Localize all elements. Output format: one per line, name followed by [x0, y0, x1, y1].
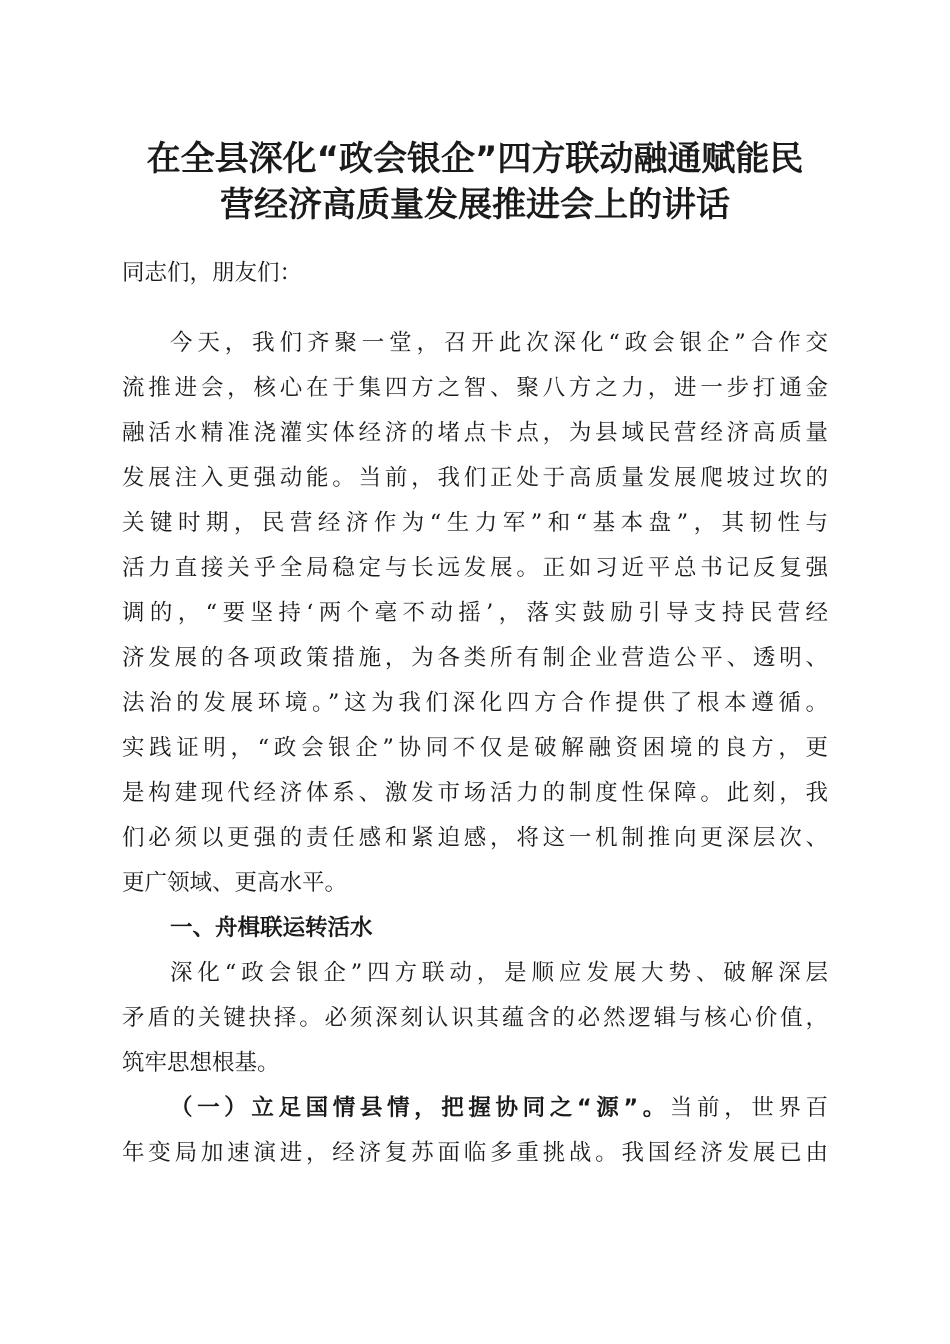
paragraph-line: 活力直接关乎全局稳定与长远发展。正如习近平总书记反复强	[122, 555, 828, 581]
document-title-line-1: 在全县深化“政会银企”四方联动融通赋能民	[146, 139, 804, 179]
subsection-first-line	[170, 1093, 828, 1123]
paragraph-line: 是构建现代经济体系、激发市场活力的制度性保障。此刻，我	[122, 780, 828, 806]
paragraph-line: 调的，“要坚持‘两个毫不动摇’，落实鼓励引导支持民营经	[122, 600, 828, 626]
paragraph-line: 发展注入更强动能。当前，我们正处于高质量发展爬坡过坎的	[122, 465, 828, 491]
paragraph-line: 筑牢思想根基。	[122, 1050, 280, 1076]
paragraph-line: 深化“政会银企”四方联动，是顺应发展大势、破解深层	[170, 960, 828, 986]
document-title-line-2: 营经济高质量发展推进会上的讲话	[220, 185, 730, 225]
subsection-lead: （一）立足国情县情，把握协同之“源”。	[170, 1095, 670, 1121]
paragraph-line: 融活水精准浇灌实体经济的堵点卡点，为县域民营经济高质量	[122, 420, 828, 446]
paragraph-line: 济发展的各项政策措施，为各类所有制企业营造公平、透明、	[122, 645, 828, 671]
paragraph-line: 年变局加速演进，经济复苏面临多重挑战。我国经济发展已由	[122, 1140, 828, 1166]
paragraph-line: 更广领域、更高水平。	[122, 870, 348, 896]
paragraph-line: 实践证明，“政会银企”协同不仅是破解融资困境的良方，更	[122, 735, 828, 761]
paragraph-line: 矛盾的关键抉择。必须深刻认识其蕴含的必然逻辑与核心价值，	[122, 1005, 828, 1031]
paragraph-line: 们必须以更强的责任感和紧迫感，将这一机制推向更深层次、	[122, 825, 828, 851]
subsection-lead-rest: 当前，世界百	[669, 1095, 828, 1121]
paragraph-line: 今天，我们齐聚一堂，召开此次深化“政会银企”合作交	[170, 330, 828, 356]
section-heading: 一、舟楫联运转活水	[170, 915, 373, 941]
salutation: 同志们，朋友们：	[122, 260, 303, 286]
paragraph-line: 关键时期，民营经济作为“生力军”和“基本盘”，其韧性与	[122, 510, 828, 536]
paragraph-line: 流推进会，核心在于集四方之智、聚八方之力，进一步打通金	[122, 375, 828, 401]
paragraph-line: 法治的发展环境。”这为我们深化四方合作提供了根本遵循。	[122, 690, 828, 716]
